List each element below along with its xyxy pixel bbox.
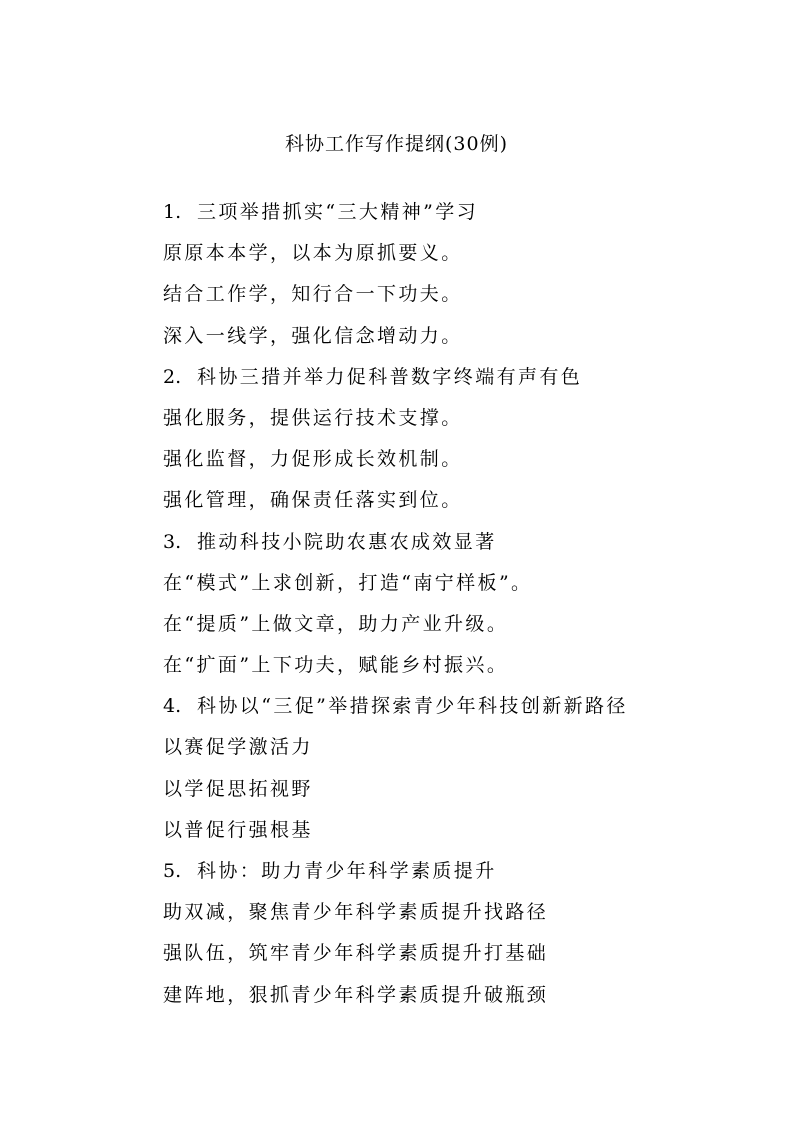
section-heading [163, 363, 763, 404]
section-heading-text: 科协：助力青少年科学素质提升 [197, 860, 497, 882]
section-number: 1. [163, 201, 182, 223]
section-heading-text: 科协以“三促”举措探索青少年科技创新新路径 [197, 695, 628, 718]
section-heading [163, 857, 763, 898]
outline-point: 以普促行强根基 [163, 818, 313, 841]
section-heading [163, 528, 763, 569]
outline-point: 原原本本学，以本为原抓要义。 [163, 242, 463, 265]
outline-point: 以赛促学激活力 [163, 736, 313, 759]
outline-point: 结合工作学，知行合一下功夫。 [163, 283, 463, 306]
section-number: 2. [163, 365, 182, 388]
section-number: 3. [163, 530, 182, 553]
section-heading-text: 科协三措并举力促科普数字终端有声有色 [197, 365, 583, 388]
outline-body [163, 198, 763, 1022]
section-number: 5. [163, 860, 182, 882]
section-heading-text: 推动科技小院助农惠农成效显著 [197, 530, 497, 553]
section-heading [163, 198, 763, 239]
section-heading-text: 三项举措抓实“三大精神”学习 [197, 201, 479, 223]
outline-point: 强队伍，筑牢青少年科学素质提升打基础 [163, 942, 549, 965]
outline-point: 助双减，聚焦青少年科学素质提升找路径 [163, 901, 549, 924]
outline-point: 以学促思拓视野 [163, 777, 313, 800]
section-number: 4. [163, 695, 182, 718]
outline-point: 在“模式”上求创新，打造“南宁样板”。 [163, 571, 533, 594]
outline-point: 在“扩面”上下功夫，赋能乡村振兴。 [163, 654, 509, 677]
outline-point: 强化服务，提供运行技术支撑。 [163, 406, 463, 429]
section-heading [163, 692, 763, 733]
document-title: 科协工作写作提纲(30例) [284, 133, 508, 155]
outline-point: 建阵地，狠抓青少年科学素质提升破瓶颈 [163, 983, 549, 1006]
outline-point: 强化监督，力促形成长效机制。 [163, 448, 463, 471]
outline-point: 深入一线学，强化信念增动力。 [163, 324, 463, 347]
outline-point: 强化管理，确保责任落实到位。 [163, 489, 463, 512]
outline-point: 在“提质”上做文章，助力产业升级。 [163, 612, 509, 635]
